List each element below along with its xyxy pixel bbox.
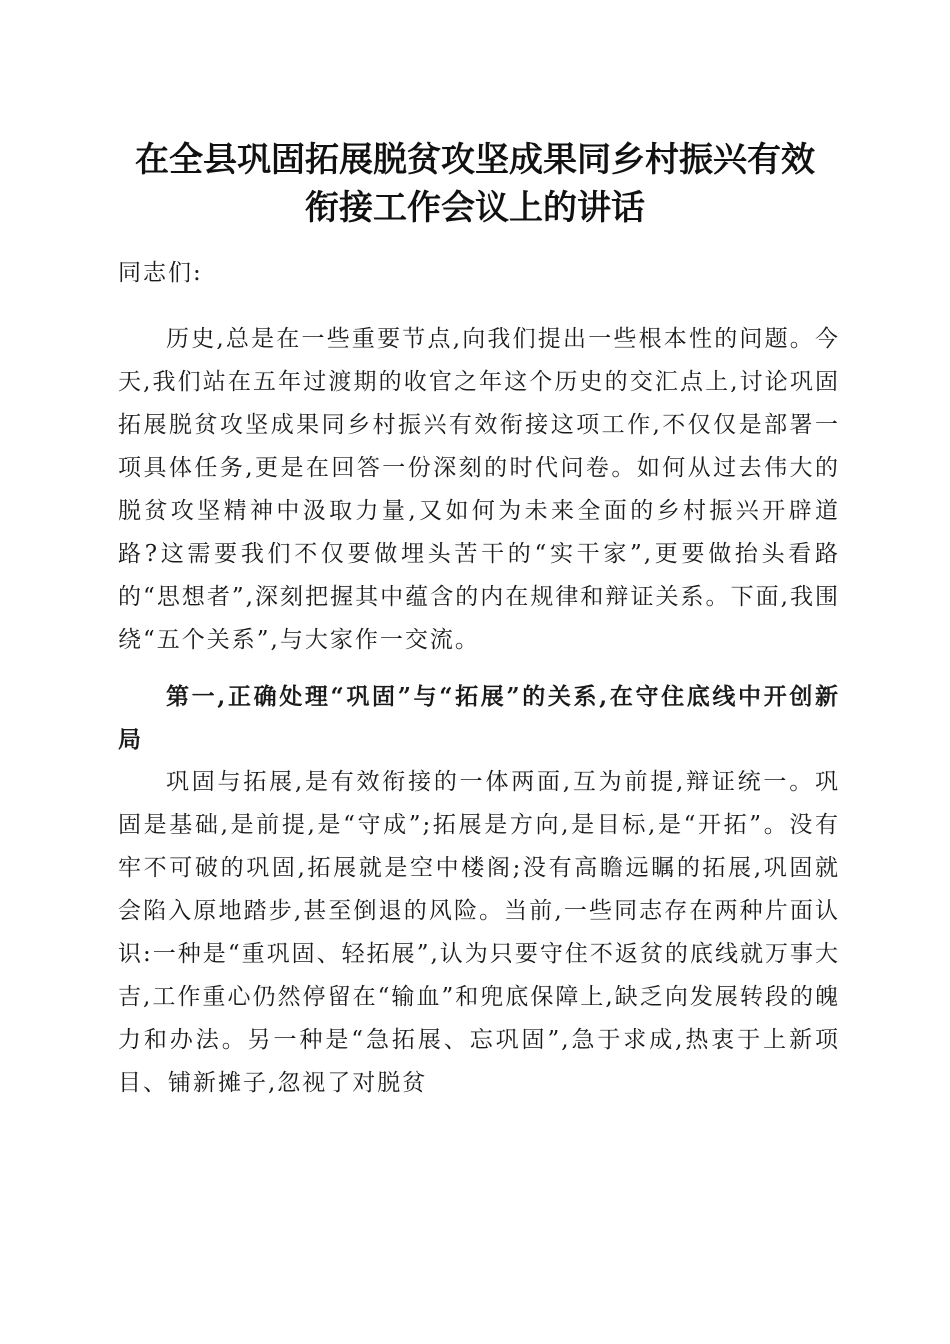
- salutation: 同志们:: [118, 260, 203, 286]
- document-title-line-1: 在全县巩固拓展脱贫攻坚成果同乡村振兴有效: [135, 140, 815, 180]
- document-title-line-2: 衔接工作会议上的讲话: [305, 188, 645, 228]
- paragraph-intro: 历史,总是在一些重要节点,向我们提出一些根本性的问题。今天,我们站在五年过渡期的收官之年这个历史的交汇点上,讨论巩固拓展脱贫攻坚成果同乡村振兴有效衔接这项工作,不仅仅是部署一项具体任务,更是在回答一份深刻的时代问卷。如何从过去伟大的脱贫攻坚精神中汲取力量,又如何为未来全面的乡村振兴开辟道路?这需要我们不仅要做埋头苦干的“实干家”,更要做抬头看路的“思想者”,深刻把握其中蕴含的内在规律和辩证关系。下面,我围绕“五个关系”,与大家作一交流。: [118, 326, 840, 653]
- paragraph-section-1: 巩固与拓展,是有效衔接的一体两面,互为前提,辩证统一。巩固是基础,是前提,是“守成”;拓展是方向,是目标,是“开拓”。没有牢不可破的巩固,拓展就是空中楼阁;没有高瞻远瞩的拓展,巩固就会陷入原地踏步,甚至倒退的风险。当前,一些同志存在两种片面认识:一种是“重巩固、轻拓展”,认为只要守住不返贫的底线就万事大吉,工作重心仍然停留在“输血”和兜底保障上,缺乏向发展转段的魄力和办法。另一种是“急拓展、忘巩固”,急于求成,热衷于上新项目、铺新摊子,忽视了对脱贫: [118, 769, 840, 1096]
- section-heading-1: 第一,正确处理“巩固”与“拓展”的关系,在守住底线中开创新局: [118, 683, 840, 753]
